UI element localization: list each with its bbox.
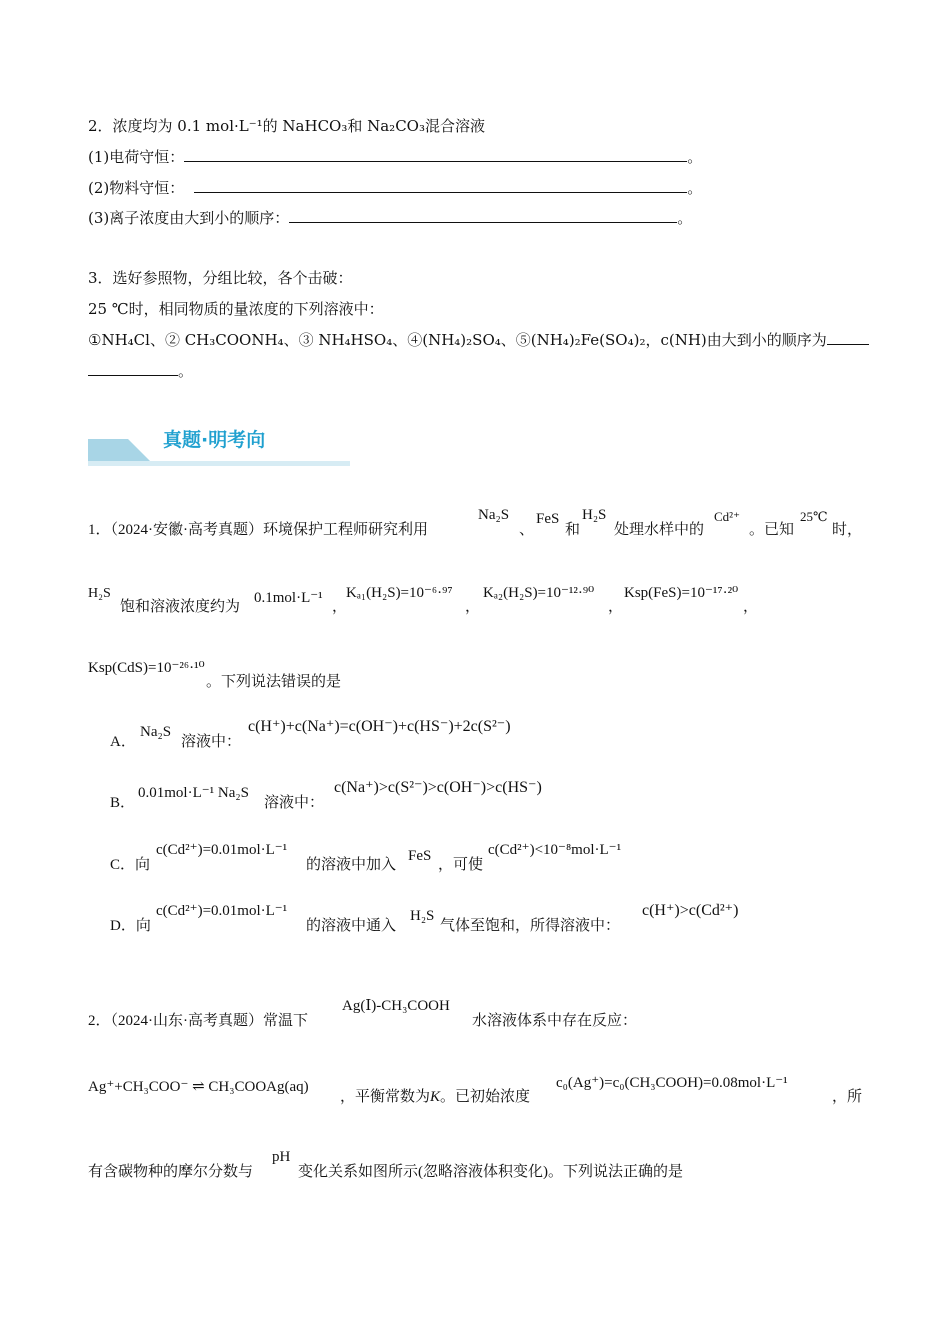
p2-reaction: Ag⁺+CH₃COO⁻ ⇌ CH₃COOAg(aq)	[88, 1079, 309, 1095]
p1-saturation: 饱和溶液浓度约为	[120, 599, 241, 615]
p1-stem-part2: 处理水样中的	[614, 522, 705, 538]
option-b[interactable]	[110, 793, 135, 813]
order-blank-cont[interactable]	[88, 362, 178, 376]
p2-species: Ag(Ⅰ)-CH₃COOH	[342, 998, 450, 1014]
p2-stem-part6: 有含碳物种的摩尔分数与	[88, 1164, 254, 1180]
comma: ，	[332, 599, 348, 615]
section2-title: 2．浓度均为 0.1 mol·L⁻¹的 NaHCO₃和 Na₂CO₃混合溶液	[88, 117, 485, 135]
option-a-text: 溶液中：	[181, 734, 242, 750]
comma: ，	[608, 599, 624, 615]
option-c-text2: ，可使	[438, 857, 484, 873]
p1-and: 和	[565, 522, 581, 538]
option-c-text: 的溶液中加入	[306, 857, 397, 873]
option-d-label: D．向	[110, 918, 151, 934]
ion-order-blank[interactable]	[289, 209, 677, 223]
section3-list-text: ①NH₄Cl、② CH₃COONH₄、③ NH₄HSO₄、④(NH₄)₂SO₄、⑤(NH₄)₂Fe(SO₄)₂，c(NH)由大到小的顺序为	[88, 331, 827, 349]
p2-ph: pH	[272, 1149, 291, 1165]
option-a-label: A．	[110, 734, 136, 750]
p1-h2s: H₂S	[582, 507, 607, 523]
section3-list	[88, 330, 869, 350]
period: 。	[687, 148, 703, 166]
p2-initial-concentration: c₀(Ag⁺)=c₀(CH₃COOH)=0.08mol·L⁻¹	[556, 1075, 788, 1091]
option-b-text: 溶液中：	[264, 795, 325, 811]
period: 。	[687, 179, 703, 197]
header-underline	[88, 461, 350, 466]
p2-stem-part5: ，所	[832, 1089, 863, 1105]
p1-h2s-2: H₂S	[88, 586, 111, 601]
option-d[interactable]	[110, 916, 151, 936]
p1-concentration: 0.1mol·L⁻¹	[254, 590, 323, 606]
option-c-eq1: c(Cd²⁺)=0.01mol·L⁻¹	[156, 842, 288, 858]
p1-ksp-cds: Ksp(CdS)=10⁻²⁶·¹⁰	[88, 660, 205, 676]
p1-cd-ion: Cd²⁺	[714, 509, 740, 524]
option-b-conc: 0.01mol·L⁻¹ Na₂S	[138, 785, 249, 801]
header-tab-shape	[88, 439, 150, 461]
ion-order-row	[88, 208, 692, 228]
p1-ka1: Kₐ₁(H₂S)=10⁻⁶·⁹⁷	[346, 585, 453, 601]
p1-stem-part4: 时，	[832, 522, 863, 538]
material-balance-label: (2)物料守恒：	[88, 179, 185, 197]
option-b-equation: c(Na⁺)>c(S²⁻)>c(OH⁻)>c(HS⁻)	[334, 779, 542, 796]
p2-stem-part3	[340, 1087, 530, 1107]
option-d-text: 的溶液中通入	[306, 918, 397, 934]
charge-balance-label: (1)电荷守恒：	[88, 148, 185, 166]
section3-condition: 25 ℃时，相同物质的量浓度的下列溶液中：	[88, 300, 384, 318]
option-c-fes: FeS	[408, 848, 432, 864]
p2-k-symbol: K	[430, 1089, 441, 1105]
p1-ksp-fes: Ksp(FeS)=10⁻¹⁷·²⁰	[624, 585, 739, 601]
period: 。	[677, 209, 693, 227]
option-a[interactable]	[110, 732, 136, 752]
option-d-eq1: c(Cd²⁺)=0.01mol·L⁻¹	[156, 903, 288, 919]
charge-balance-row	[88, 147, 702, 167]
section3-continuation	[88, 361, 193, 381]
option-c-label: C．向	[110, 857, 151, 873]
period: 。	[178, 362, 194, 380]
charge-balance-blank[interactable]	[184, 148, 687, 162]
option-d-h2s: H₂S	[410, 908, 435, 924]
material-balance-blank[interactable]	[194, 179, 687, 193]
p1-na2s: Na₂S	[478, 507, 510, 523]
p2-stem-part2: 水溶液体系中存在反应：	[472, 1013, 638, 1029]
p1-temperature: 25℃	[800, 509, 828, 524]
p1-fes: FeS	[536, 511, 560, 527]
option-d-eq2: c(H⁺)>c(Cd²⁺)	[642, 902, 739, 919]
material-balance-row	[88, 178, 702, 198]
option-b-label: B．	[110, 795, 136, 811]
p2-stem-part1: 2．（2024·山东·高考真题）常温下	[88, 1013, 308, 1029]
p1-sep: 、	[519, 522, 535, 538]
section-header-title: 真题·明考向	[163, 429, 266, 451]
option-c[interactable]	[110, 855, 150, 875]
p2-k-text: ，平衡常数为	[340, 1089, 431, 1105]
p1-stem-part3: 。已知	[749, 522, 795, 538]
p1-stem-part1: 1．（2024·安徽·高考真题）环境保护工程师研究利用	[88, 522, 428, 538]
p2-init-text: 。已初始浓度	[440, 1089, 531, 1105]
comma: ，	[743, 599, 759, 615]
p1-ka2: Kₐ₂(H₂S)=10⁻¹²·⁹⁰	[483, 585, 595, 601]
ion-order-label: (3)离子浓度由大到小的顺序：	[88, 209, 290, 227]
option-c-eq2: c(Cd²⁺)<10⁻⁸mol·L⁻¹	[488, 842, 622, 858]
comma: ，	[465, 599, 481, 615]
option-d-text2: 气体至饱和，所得溶液中：	[440, 918, 621, 934]
p1-question: 。下列说法错误的是	[206, 674, 342, 690]
order-blank[interactable]	[827, 331, 869, 345]
p2-stem-part7: 变化关系如图所示(忽略溶液体积变化)。下列说法正确的是	[298, 1164, 683, 1180]
option-a-equation: c(H⁺)+c(Na⁺)=c(OH⁻)+c(HS⁻)+2c(S²⁻)	[248, 718, 511, 735]
section3-title: 3．选好参照物，分组比较，各个击破：	[88, 269, 353, 287]
option-a-na2s: Na₂S	[140, 724, 172, 740]
